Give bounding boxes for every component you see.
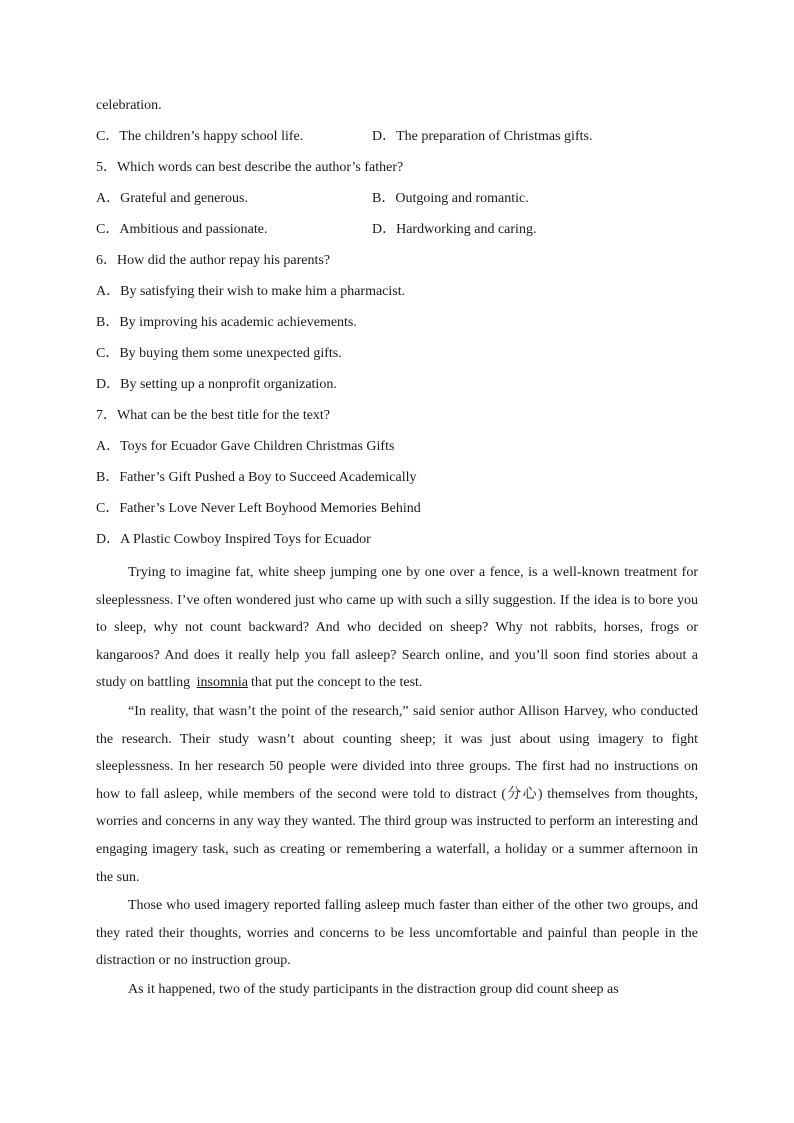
question-5-options-row-1: [96, 186, 698, 217]
option-7d: D．A Plastic Cowboy Inspired Toys for Ecuador: [96, 532, 371, 547]
question-4-options-row: [96, 124, 698, 155]
question-5-options-row-2: [96, 217, 698, 248]
underlined-word: insomnia: [196, 675, 248, 691]
passage-p1-text: Trying to imagine fat, white sheep jumping one by one over a fence, is a well-known treatment for sleeplessness. I’ve often wondered just who came up with such a silly suggestion. If the idea is to bore you to sleep, why not count backward? And who decided on sheep? Why not rabbits, horses, frogs or kangaroos? And does it really help you fall asleep? Search online, and you’ll soon find stories about a study on battling: [96, 565, 698, 691]
continued-text: celebration.: [96, 98, 162, 113]
question-5: 5．Which words can best describe the author’s father?: [96, 160, 404, 175]
passage-paragraph-1: [96, 558, 698, 697]
option-5c: C．Ambitious and passionate.: [96, 222, 268, 237]
option-4c: C．The children’s happy school life.: [96, 129, 304, 144]
option-7b: B．Father’s Gift Pushed a Boy to Succeed Academically: [96, 470, 417, 485]
passage-p1-tail: that put the concept to the test.: [250, 675, 423, 691]
passage-paragraph-3: Those who used imagery reported falling asleep much faster than either of the other two groups, and they rated their thoughts, worries and concerns to be less uncomfortable and painful than people in the distraction or no instruction group.: [96, 898, 698, 969]
option-6b: B．By improving his academic achievements.: [96, 315, 357, 330]
question-6: 6．How did the author repay his parents?: [96, 253, 331, 268]
option-5d: D．Hardworking and caring.: [372, 222, 537, 237]
option-4d: D．The preparation of Christmas gifts.: [372, 129, 593, 144]
passage-paragraph-2: “In reality, that wasn’t the point of the research,” said senior author Allison Harvey, who conducted the research. Their study wasn’t about counting sheep; it was just about using imagery to fight sleeplessness. In her research 50 people were divided into three groups. The first had no instructions on how to fall asleep, while members of the second were told to distract (分心) themselves from thoughts, worries and concerns in any way they wanted. The third group was instructed to perform an interesting and engaging imagery task, such as creating or remembering a waterfall, a holiday or a summer afternoon in the sun.: [96, 703, 698, 885]
passage-paragraph-4: As it happened, two of the study participants in the distraction group did count sheep as: [128, 981, 619, 997]
option-6c: C．By buying them some unexpected gifts.: [96, 346, 342, 361]
option-5b: B．Outgoing and romantic.: [372, 191, 529, 206]
option-6d: D．By setting up a nonprofit organization.: [96, 377, 337, 392]
document-page: [96, 93, 698, 1004]
option-5a: A．Grateful and generous.: [96, 191, 249, 206]
option-7c: C．Father’s Love Never Left Boyhood Memories Behind: [96, 501, 421, 516]
option-6a: A．By satisfying their wish to make him a pharmacist.: [96, 284, 406, 299]
question-7: 7．What can be the best title for the text?: [96, 408, 331, 423]
option-7a: A．Toys for Ecuador Gave Children Christmas Gifts: [96, 439, 395, 454]
